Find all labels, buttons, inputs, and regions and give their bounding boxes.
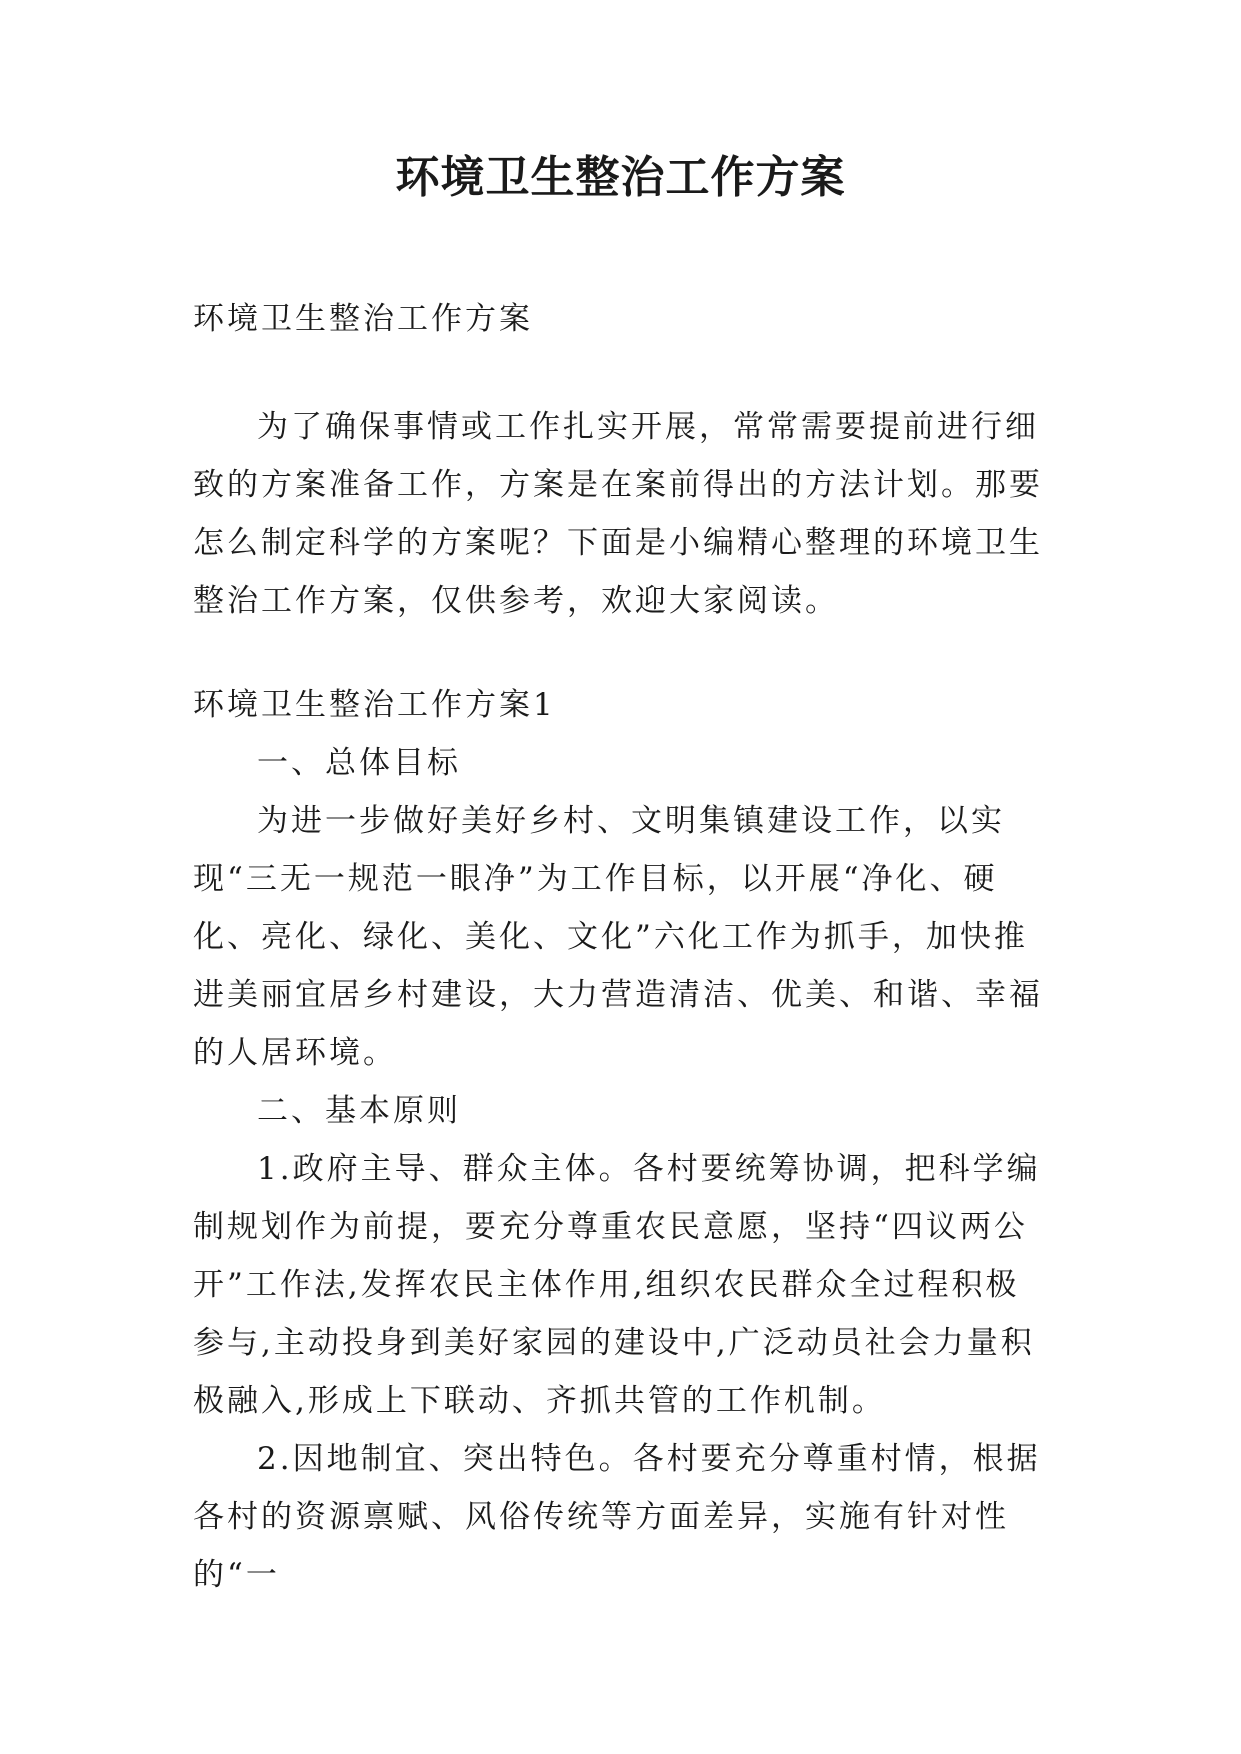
- document-body: [193, 290, 1053, 1604]
- heading-basic-principles: 二、基本原则: [257, 1093, 461, 1129]
- paragraph-principle-2: 2.因地制宜、突出特色。各村要充分尊重村情，根据各村的资源禀赋、风俗传统等方面差异，实施有针对性的“一: [193, 1441, 1041, 1593]
- heading-general-goal: 一、总体目标: [257, 745, 461, 781]
- document-title: 环境卫生整治工作方案: [395, 152, 846, 203]
- section-title: 环境卫生整治工作方案1: [193, 687, 556, 723]
- paragraph-general-goal: 为进一步做好美好乡村、文明集镇建设工作，以实现“三无一规范一眼净”为工作目标，以开展“净化、硬化、亮化、绿化、美化、文化”六化工作为抓手，加快推进美丽宜居乡村建设，大力营造清洁、优美、和谐、幸福的人居环境。: [193, 803, 1043, 1071]
- document-subtitle: 环境卫生整治工作方案: [193, 301, 533, 337]
- paragraph-principle-1: 1.政府主导、群众主体。各村要统筹协调，把科学编制规划作为前提，要充分尊重农民意愿，坚持“四议两公开”工作法,发挥农民主体作用,组织农民群众全过程积极参与,主动投身到美好家园的建设中,广泛动员社会力量积极融入,形成上下联动、齐抓共管的工作机制。: [193, 1151, 1041, 1419]
- intro-paragraph: 为了确保事情或工作扎实开展，常常需要提前进行细致的方案准备工作，方案是在案前得出的方法计划。那要怎么制定科学的方案呢？下面是小编精心整理的环境卫生整治工作方案，仅供参考，欢迎大家阅读。: [193, 409, 1043, 619]
